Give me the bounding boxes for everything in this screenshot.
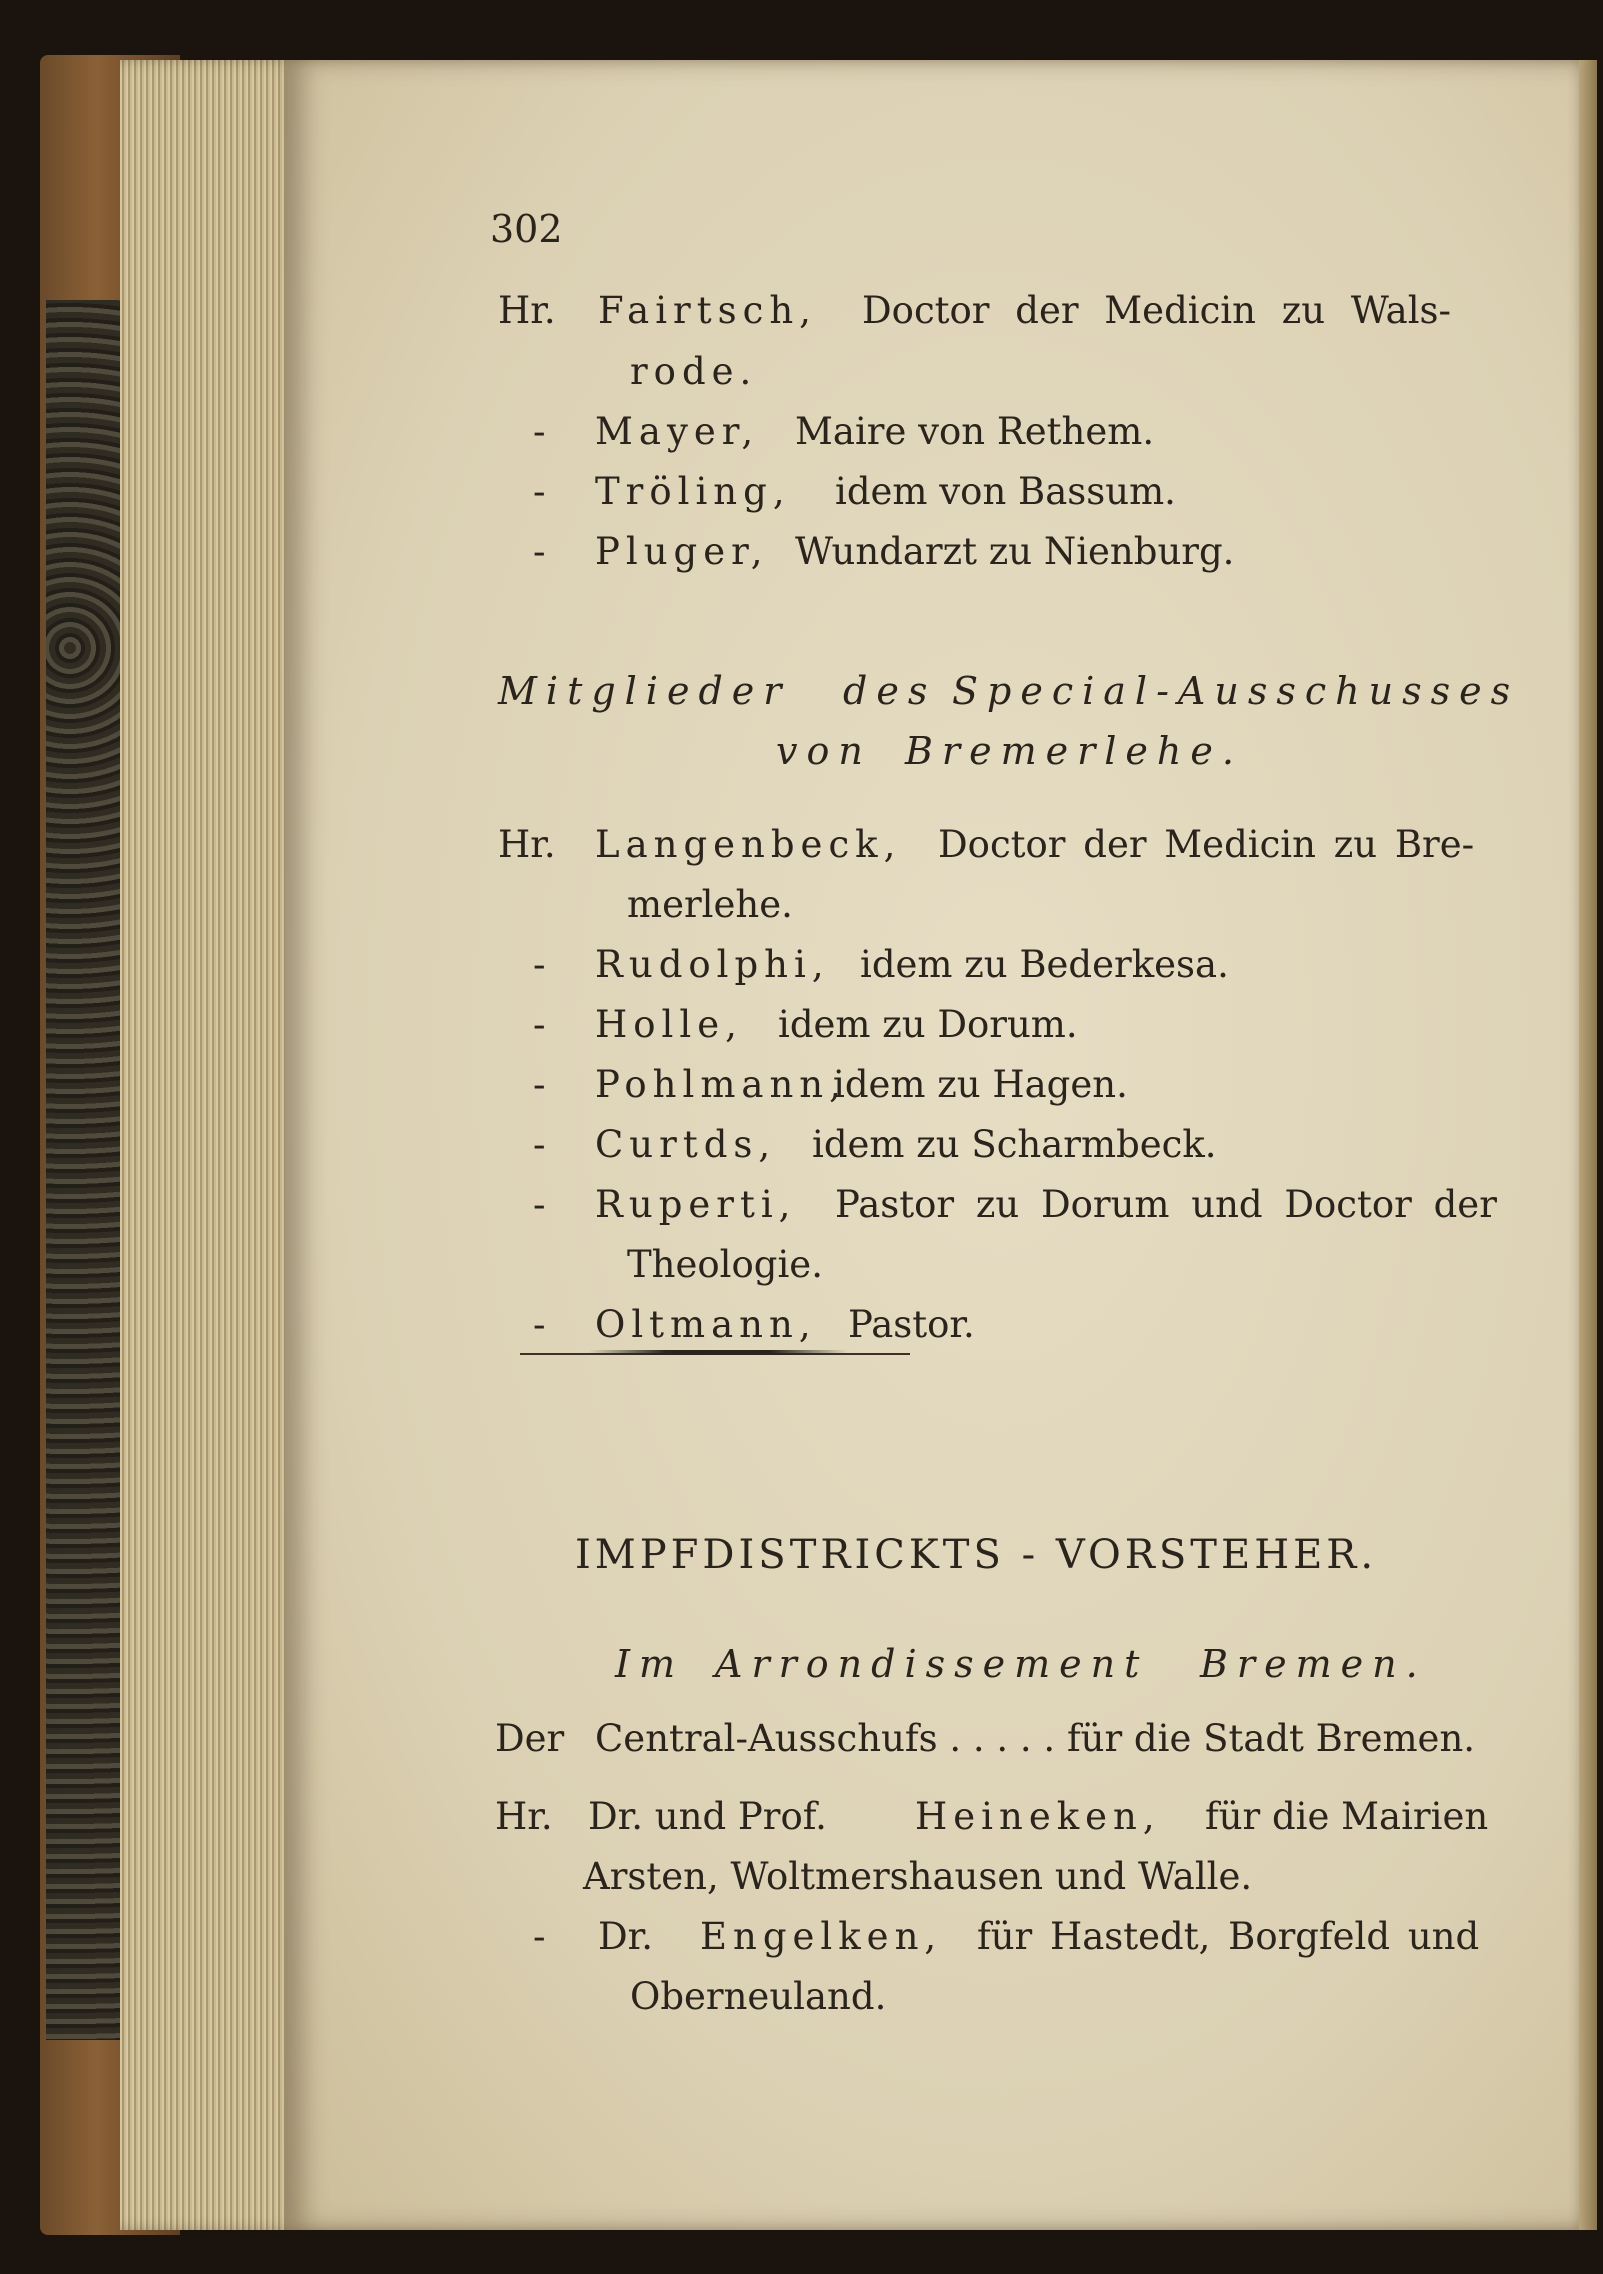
entry-prefix: - bbox=[533, 410, 546, 453]
entry-text: idem zu Dorum. bbox=[778, 1003, 1078, 1046]
entry-prefix: - bbox=[533, 530, 546, 573]
entry-continuation: Arsten, Woltmershausen und Walle. bbox=[583, 1855, 1253, 1898]
marbled-cover-paper bbox=[46, 300, 126, 2040]
heading-line1-a: Mitglieder bbox=[498, 669, 791, 713]
entry-text: idem zu Bederkesa. bbox=[860, 943, 1229, 986]
entry-prefix: Hr. bbox=[498, 823, 556, 866]
entry-name: Tröling, bbox=[595, 470, 791, 513]
section-divider-ornament bbox=[588, 1350, 848, 1355]
entry-text: Dr. bbox=[598, 1915, 654, 1958]
entry-prefix: - bbox=[533, 1183, 546, 1226]
entry-name: Ruperti, bbox=[595, 1183, 797, 1226]
heading-line1-b: des bbox=[843, 669, 937, 713]
entry-text: Dr. und Prof. bbox=[588, 1795, 827, 1838]
heading-line2-b: Bremerlehe. bbox=[905, 729, 1243, 773]
entry-prefix: Hr. bbox=[495, 1795, 553, 1838]
entry-prefix: - bbox=[533, 1123, 546, 1166]
entry-name: Rudolphi, bbox=[595, 943, 830, 986]
subtitle-c: Bremen. bbox=[1200, 1642, 1427, 1686]
entry-continuation: Theologie. bbox=[627, 1243, 823, 1286]
entry-text: Pastor. bbox=[848, 1303, 975, 1346]
entry-name: Fairtsch, bbox=[598, 289, 817, 332]
entry-name: Pluger, bbox=[595, 530, 769, 573]
subtitle-b: Arrondissement bbox=[715, 1642, 1149, 1686]
heading-line2-a: von bbox=[776, 729, 872, 773]
page-number: 302 bbox=[490, 207, 563, 251]
entry-name: Pohlmann, bbox=[595, 1063, 847, 1106]
entry-prefix: - bbox=[533, 1303, 546, 1346]
entry-text: für Hastedt, Borgfeld und bbox=[977, 1915, 1480, 1958]
entry-text: Pastor zu Dorum und Doctor der bbox=[835, 1183, 1497, 1226]
entry-text: Maire von Rethem. bbox=[795, 410, 1155, 453]
entry-continuation: rode. bbox=[630, 350, 758, 393]
entry-prefix: Hr. bbox=[498, 289, 556, 332]
entry-prefix: - bbox=[533, 1915, 546, 1958]
entry-text: für die Mairien bbox=[1205, 1795, 1489, 1838]
entry-continuation: merlehe. bbox=[627, 883, 793, 926]
subtitle-a: Im bbox=[615, 1642, 685, 1686]
entry-text: Doctor der Medicin zu Wals- bbox=[862, 289, 1452, 332]
section-title: IMPFDISTRICKTS - VORSTEHER. bbox=[575, 1532, 1378, 1578]
page-block-edge bbox=[120, 60, 300, 2230]
entry-name: Mayer, bbox=[595, 410, 760, 453]
entry-prefix: - bbox=[533, 470, 546, 513]
entry-prefix: - bbox=[533, 943, 546, 986]
entry-text: Wundarzt zu Nienburg. bbox=[795, 530, 1235, 573]
entry-text: Doctor der Medicin zu Bre- bbox=[938, 823, 1475, 866]
entry-name: Heineken, bbox=[915, 1795, 1161, 1838]
entry-name: Oltmann, bbox=[595, 1303, 817, 1346]
entry-name: Langenbeck, bbox=[595, 823, 902, 866]
entry-name: Holle, bbox=[595, 1003, 743, 1046]
page-right-edge bbox=[1579, 60, 1597, 2230]
entry-name: Curtds, bbox=[595, 1123, 777, 1166]
entry-continuation: Oberneuland. bbox=[630, 1975, 887, 2018]
entry-text: Central-Ausschufs . . . . . für die Stadt Bremen. bbox=[595, 1717, 1476, 1760]
heading-line1-c: Special-Ausschusses bbox=[952, 669, 1520, 713]
entry-prefix: - bbox=[533, 1063, 546, 1106]
entry-text: idem von Bassum. bbox=[835, 470, 1176, 513]
entry-text: idem zu Scharmbeck. bbox=[812, 1123, 1217, 1166]
entry-prefix: Der bbox=[495, 1717, 565, 1760]
entry-name: Engelken, bbox=[700, 1915, 943, 1958]
entry-text: idem zu Hagen. bbox=[833, 1063, 1128, 1106]
entry-prefix: - bbox=[533, 1003, 546, 1046]
